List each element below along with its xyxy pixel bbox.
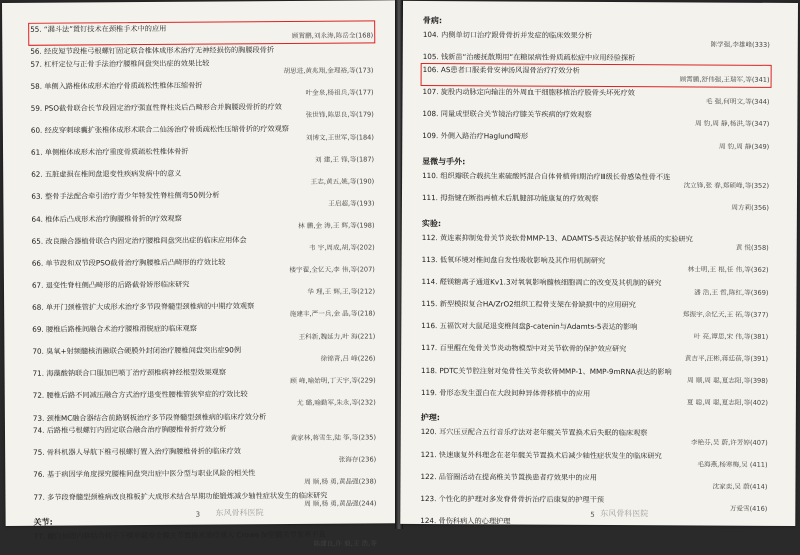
- entry-title: 104. 内侧单切口治疗跟骨骨折并发症的临床效果分析: [422, 30, 593, 40]
- entry-authors: 沈家奕,吴 蔚(414): [712, 482, 768, 491]
- entry-title: 124. 骨伤科病人的心理护理: [420, 515, 511, 526]
- entry-authors: 王启超,等(193): [328, 199, 375, 208]
- toc-entry: [31, 124, 374, 145]
- entry-title: 119. 骨形态发生蛋白在大段间种异体骨移植中的应用: [420, 387, 591, 398]
- toc-entry: [421, 299, 768, 320]
- entry-authors: 毛 强,何明文,等(344): [705, 97, 770, 107]
- entry-title: 120. 耳穴压豆配合五行音乐疗法对老年髋关节置换术后失眠的临床观察: [420, 427, 648, 438]
- toc-entry: [422, 255, 769, 276]
- toc-entry: [33, 490, 376, 511]
- toc-entry: [421, 343, 768, 364]
- toc-entry: [421, 388, 768, 409]
- toc-entry: [422, 171, 769, 192]
- entry-authors: 黄 悦(358): [735, 243, 769, 253]
- entry-authors: 周 顺,杨 勇,黄晶强(238): [304, 477, 377, 486]
- entry-title: 76. 基于病因学角度探究腰椎间盘突出症中医分型与职业风险的相关性: [33, 468, 256, 480]
- entry-title: 61. 单侧椎体成形术治疗重度骨质疏松性椎体骨折: [31, 146, 189, 158]
- toc-entry: [421, 321, 768, 342]
- toc-entry: [422, 193, 769, 214]
- toc-entry: [33, 468, 376, 489]
- toc-entry: [34, 530, 377, 551]
- entry-authors: 顾霄鹏,刘永涛,陈岳全(168): [291, 31, 374, 41]
- section-heading: 实验:: [421, 218, 442, 229]
- entry-authors: 周方莉(356): [731, 204, 769, 213]
- entry-authors: 黄家林,蒋雪生,陆 筝,等(235): [290, 433, 377, 442]
- entry-title: 111. 拇指键在断指再植术后肌腱部功能康复的疗效观察: [421, 193, 599, 204]
- entry-authors: 王志,黄五,姚,等(190): [310, 177, 375, 186]
- entry-title: 113. 低氧环境对椎间盘自发性吸收影响及其作用机制研究: [421, 255, 606, 265]
- highlighted-toc-entry: [30, 22, 373, 43]
- entry-title: 74. 后路椎弓根螺钉内固定联合融合治疗胸腰椎骨折疗效分析: [32, 424, 227, 436]
- entry-authors: 周 豹,周 静,杨洪,等(347): [694, 119, 770, 129]
- entry-title: 110. 组织瓣联合载抗生素硫酸钙混合自体骨植骨Ⅰ期治疗Ⅲ级长骨感染性骨不连: [422, 170, 671, 182]
- toc-entry: [31, 190, 374, 211]
- toc-entry: [32, 345, 375, 366]
- section-heading: 护理:: [420, 413, 441, 423]
- toc-entry: [31, 101, 374, 122]
- highlighted-toc-entry: [423, 65, 770, 86]
- section-heading: 显微与手外:: [422, 156, 466, 167]
- toc-entry: [422, 109, 769, 130]
- entry-title: 59. PSO截骨联合长节段固定治疗强直性脊柱炎后凸畸形合并胸腰段骨折的疗效: [30, 102, 282, 113]
- entry-title: 118. PDTC关节腔注射对兔骨性关节炎软骨MMP-1、MMP-9mRNA表达的影响: [421, 365, 672, 376]
- entry-authors: 沈立锋,张 春,郑硕峰,等(352): [683, 181, 770, 191]
- toc-entry: [31, 212, 374, 233]
- entry-title: 121. 快速康复外科理念在老年髋关节置换术后减少轴性症状发生的临床研究: [420, 449, 662, 460]
- entry-authors: 周 顺,周 聪,夏志阳,等(398): [687, 376, 769, 385]
- entry-authors: 楼宇翟,全忆天,李 伟,等(207): [289, 265, 375, 275]
- right-page: [400, 1, 798, 526]
- entry-authors: 叶 亮,谭思,宋 伟,等(381): [693, 332, 769, 341]
- watermark: 东风骨科医院: [215, 508, 264, 518]
- entry-title: 62. 五脏虚损在椎间盘退变性疾病发病中的意义: [31, 169, 182, 180]
- entry-authors: 黄吉平,汪彬,蒋廷蓓,等(391): [684, 354, 769, 363]
- toc-entry: [422, 87, 769, 108]
- entry-title: 116. 五福饮对大鼠尾退变椎间盘β-catenin与Adamts-5表达的影响: [421, 321, 638, 332]
- entry-title: 117. 百里醌在兔骨关节炎动物模型中对关节软骨的保护效应研究: [421, 343, 627, 354]
- entry-authors: 刘博文,王世军,等(184): [305, 132, 374, 142]
- page-number: 5: [590, 510, 595, 519]
- toc-entry: [31, 146, 374, 167]
- entry-title: 56. 经皮短节段椎弓根螺钉固定联合椎体成形术治疗无神经损伤的胸腰段骨折: [30, 45, 275, 56]
- entry-authors: 郑振宇,余忆天,王 拓,等(377): [682, 310, 769, 319]
- toc-entry: [423, 30, 770, 51]
- entry-title: 65. 改良融合器植骨联合内固定治疗腰椎间盘突出症的临床应用体会: [31, 234, 247, 246]
- left-toc: [30, 22, 377, 554]
- entry-title: 73. 颈椎MC融合器结合前路钢板治疗多节段脊髓型颈椎病的临床疗效分析: [32, 411, 267, 423]
- entry-title: 108. 同量成型联合关节镜治疗膝关节疾病的疗效观察: [422, 109, 592, 119]
- toc-entry: [422, 233, 769, 254]
- entry-title: 72. 腰椎后路不同减压融合方式治疗退变性腰椎管狭窄症的疗效比较: [32, 389, 248, 401]
- toc-entry: [421, 277, 768, 298]
- entry-authors: 潘 浩,王 哲,陈红,等(369): [694, 287, 769, 297]
- entry-title: 107. 旋股内动脉定向输注的外周血干细胞移植治疗股骨头坏死疗效: [422, 86, 635, 98]
- entry-title: 60. 经皮穿刺球囊扩张椎体成形术联合二仙汤治疗骨质疏松性压缩骨折的疗效观察: [30, 124, 290, 135]
- entry-title: 58. 单侧入路椎体成形术治疗骨质疏松性椎体压缩骨折: [30, 80, 203, 91]
- entry-title: 57. 杠杆定位与正骨手法治疗腰椎间盘突出症的效果比较: [30, 58, 210, 69]
- toc-entry: [33, 367, 376, 388]
- toc-entry: [32, 256, 375, 277]
- toc-entry: [33, 411, 376, 423]
- entry-title: 77. 多节段脊髓型颈椎病改良椎板扩大成形术结合早期功能锻炼减少轴性症状发生的临床研究: [33, 490, 328, 502]
- toc-entry: [31, 79, 374, 100]
- entry-authors: 周 顺,杨 勇,黄晶强(244): [304, 499, 377, 508]
- right-toc: [420, 9, 770, 530]
- entry-title: 71. 海藻酸钠联合口服加巴喷丁治疗颈椎病神经根型效果观察: [32, 367, 227, 379]
- entry-authors: 夏 聪,周 聪,夏志阳,等(402): [686, 398, 768, 407]
- toc-entry: [32, 234, 375, 255]
- entry-title: 106. AS患者口服柔骨安神汤风湿骨治疗疗效分析: [422, 64, 580, 75]
- entry-authors: 顾霄鹏,舒伟强,王瑞军,等(341): [679, 75, 770, 85]
- entry-title: 68. 单开门颈椎管扩大成形术治疗多节段脊髓型颈椎病的中期疗效观察: [32, 301, 255, 312]
- entry-title: 112. 黄连素抑制兔骨关节炎软骨MMP-13、ADAMTS-5表达保护软骨基质的实验研究: [421, 232, 693, 244]
- toc-entry: [33, 446, 376, 467]
- toc-entry: [421, 366, 768, 387]
- watermark: 东风骨科医院: [600, 508, 649, 519]
- entry-authors: 林 鹏,金 涛,王 辉,等(198): [298, 221, 375, 230]
- entry-authors: 林士明,王 根,任 伟,等(362): [687, 265, 769, 275]
- toc-entry: [30, 57, 373, 78]
- entry-authors: 周 豹,周 静(349): [718, 142, 770, 151]
- toc-entry: [422, 131, 769, 152]
- entry-title: 55. “漏斗法”置钉技术在颈椎手术中的应用: [30, 23, 167, 34]
- entry-title: 75. 骨科机器人导航下椎弓根螺钉置入治疗胸腰椎骨折的临床疗效: [33, 446, 241, 458]
- toc-entry: [31, 168, 374, 189]
- entry-title: 70. 臭氧+射频髓核消融联合硬膜外封闭治疗腰椎间盘突出症90例: [32, 345, 242, 357]
- entry-authors: 徐锦青,吕 峰(226): [320, 354, 376, 363]
- entry-authors: 陈学强,李雄峰(333): [710, 40, 770, 50]
- left-page: [2, 0, 399, 548]
- entry-authors: 施建丰,严一兵,金 晶,等(218): [289, 309, 376, 319]
- entry-title: 105. 钱新苗“治痿抚散期用”在糖尿病性骨质疏松症中应用经验探析: [422, 52, 636, 63]
- entry-title: 109. 外侧入路治疗Haglund畸形: [422, 131, 529, 141]
- entry-authors: 万爱雪(416): [729, 504, 768, 514]
- toc-entry: [423, 52, 770, 63]
- entry-title: 64. 椎体后凸成形术治疗胸腰椎骨折的疗效观察: [31, 213, 182, 224]
- toc-entry: [32, 323, 375, 344]
- entry-authors: 王科新,魏延力,叶 海(221): [298, 331, 376, 341]
- section-heading: 关节:: [33, 518, 53, 528]
- entry-title: 77. 髋臼加固内移结合转子下楔形截骨全髋关节置换术治疗成人 Crowe Ⅳ型髋关节发育不良: [33, 530, 326, 542]
- entry-authors: 陈建良,许 毅,王 浩,等: [313, 539, 377, 548]
- entry-authors: 叶金泉,杨祖兵,等(177): [305, 88, 374, 98]
- entry-authors: 张海存(236): [338, 455, 377, 464]
- entry-title: 123. 个性化的护理对多发脊骨骨折治疗后康复的护理干预: [420, 493, 605, 504]
- entry-title: 67. 退变性脊柱侧凸畸形的后路截骨矫形临床研究: [31, 279, 190, 290]
- entry-authors: 顾 峰,喻始明,丁天宇,等(229): [290, 376, 376, 385]
- entry-authors: 毛海燕,杨寒梅,吴 (411): [697, 460, 768, 469]
- toc-entry: [33, 389, 376, 410]
- toc-entry: [420, 472, 767, 493]
- toc-entry: [33, 424, 376, 445]
- toc-entry: [32, 278, 375, 299]
- entry-title: 114. 醛镁糖离子通道Kv1.3对氧氧影响髓核细胞凋亡的改变及其机制的研究: [421, 277, 662, 288]
- toc-entry: [30, 45, 373, 57]
- entry-title: 115. 新型模拟复合HA/ZrO2组织工程骨支架在骨缺损中的应用研究: [421, 299, 636, 310]
- entry-authors: 韦 宇,周成,胡,等(202): [309, 243, 375, 252]
- entry-authors: 华 理,王 辉,王,等(212): [307, 287, 376, 297]
- entry-title: 122. 品管圈活动在提高椎关节置换患者疗效果中的应用: [420, 471, 597, 482]
- entry-authors: 李艳芬,吴 蔚,许芳婷(407): [690, 438, 768, 447]
- entry-authors: 张世锋,陈思良,等(179): [305, 110, 374, 120]
- toc-entry: [421, 427, 768, 448]
- entry-authors: 尤 璐,喻勤军,朱永,等(232): [296, 398, 376, 407]
- entry-title: 66. 单节段和双节段PSO截骨治疗胸腰椎后凸畸形的疗效比较: [31, 257, 226, 268]
- entry-title: 69. 腰椎后路椎间融合术治疗腰椎滑脱症的临床观察: [32, 323, 197, 334]
- entry-authors: 胡思进,黄兆翔,金理裕,等(173): [283, 66, 374, 76]
- toc-entry: [421, 450, 768, 471]
- toc-entry: [32, 300, 375, 321]
- entry-title: 63. 整骨手法配合牵引治疗青少年特发性脊柱侧弯50例分析: [31, 190, 220, 202]
- page-number: 3: [195, 510, 201, 519]
- section-heading: 骨病:: [422, 16, 443, 26]
- entry-authors: 刘 建,王 锋,等(187): [314, 155, 375, 164]
